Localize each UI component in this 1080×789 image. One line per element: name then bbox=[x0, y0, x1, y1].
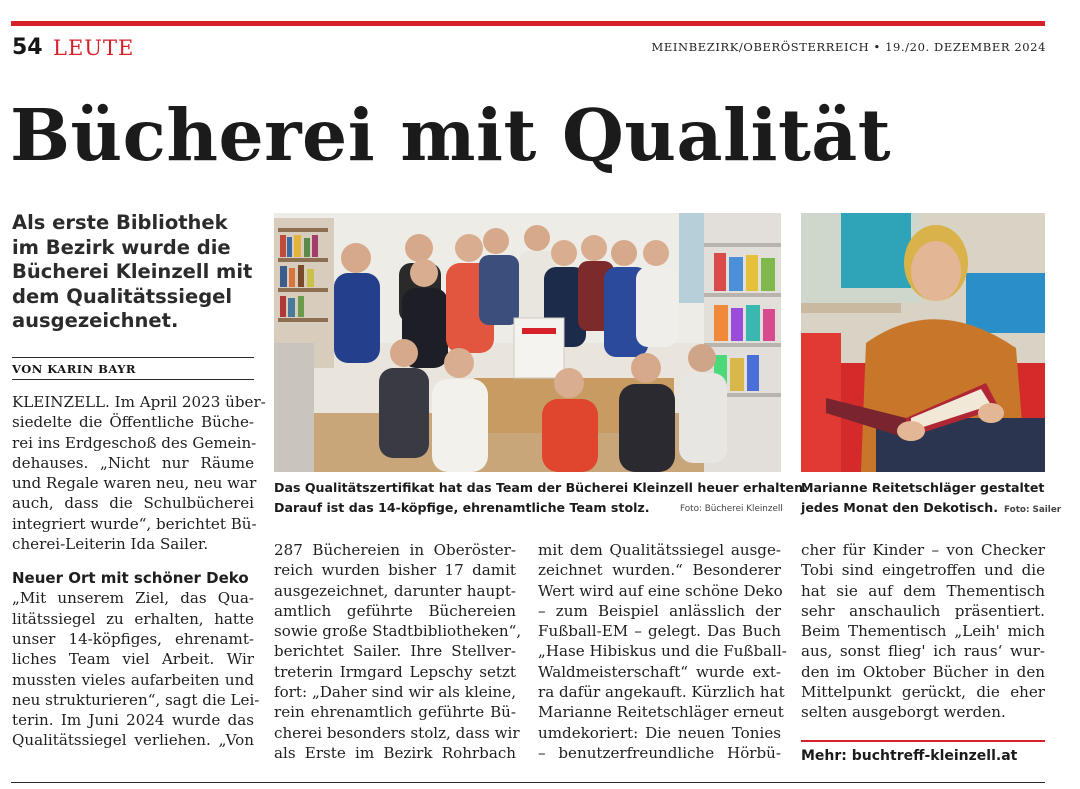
text-line: selten ausgeborgt werden. bbox=[801, 703, 1006, 722]
caption-line: jedes Monat den Dekotisch. bbox=[801, 500, 998, 515]
text-line: rei ins Erdgeschoß des Gemein- bbox=[12, 433, 257, 452]
reader-photo bbox=[801, 213, 1045, 472]
text-line: Fußball-EM – gelegt. Das Buch bbox=[538, 622, 781, 641]
team-photo-credit: Foto: Bücherei Kleinzell bbox=[680, 504, 783, 514]
team-photo bbox=[274, 213, 781, 472]
lead-line: ausgezeichnet. bbox=[12, 309, 179, 332]
column-4 bbox=[801, 540, 1045, 723]
text-line: terin. Im Juni 2024 wurde das bbox=[12, 711, 254, 730]
text-line: zeichnet wurden.“ Besonderer bbox=[538, 561, 781, 580]
text-line: Mittelpunkt gerückt, die eher bbox=[801, 683, 1045, 702]
text-line: siedelte die Öffentliche Büche- bbox=[12, 413, 254, 432]
text-line: mit dem Qualitätssiegel ausge- bbox=[538, 541, 781, 559]
text-line: Tobi sind eingetroffen und die bbox=[801, 561, 1045, 580]
text-line: 287 Büchereien in Oberöster- bbox=[274, 541, 516, 559]
text-line: auch, dass die Schulbücherei bbox=[12, 494, 254, 513]
top-red-bar bbox=[11, 21, 1045, 26]
more-rule bbox=[801, 740, 1045, 742]
text-line: aus, sonst flieg' ich raus‘ wur- bbox=[801, 642, 1045, 661]
reader-photo-illustration bbox=[801, 213, 1045, 472]
more-link[interactable]: Mehr: buchtreff-kleinzell.at bbox=[801, 748, 1018, 764]
text-line: Wert wird auf eine schöne Deko bbox=[538, 581, 783, 600]
text-line: dehauses. „Nicht nur Räume bbox=[12, 453, 254, 472]
text-line: sowie große Stadtbibliotheken“, bbox=[274, 622, 522, 641]
text-line: sehr anschaulich präsentiert. bbox=[801, 601, 1045, 620]
lead-paragraph bbox=[12, 211, 257, 334]
text-line: KLEINZELL. Im April 2023 über- bbox=[12, 393, 266, 411]
caption-line: Marianne Reitetschläger gestaltet bbox=[801, 480, 1045, 495]
text-line: – zum Beispiel anlässlich der bbox=[538, 601, 781, 620]
text-line: Beim Thementisch „Leih' mich bbox=[801, 622, 1045, 641]
text-line: Waldmeisterschaft“ wurde ext- bbox=[538, 662, 781, 681]
text-line: als Erste im Bezirk Rohrbach bbox=[274, 743, 516, 762]
caption-line: Darauf ist das 14-köpfige, ehrenamtliche Team stolz. bbox=[274, 500, 650, 515]
lead-line: Als erste Bibliothek bbox=[12, 211, 228, 234]
text-line: ausgezeichnet, darunter haupt- bbox=[274, 581, 516, 600]
caption-line: Das Qualitätszertifikat hat das Team der Bücherei Kleinzell heuer erhalten. bbox=[274, 480, 808, 495]
text-line: liches Team viel Arbeit. Wir bbox=[12, 650, 254, 669]
lead-line: Bücherei Kleinzell mit bbox=[12, 260, 253, 283]
subheading: Neuer Ort mit schöner Deko bbox=[12, 569, 249, 588]
text-line: Marianne Reitetschläger erneut bbox=[538, 703, 784, 722]
headline: Bücherei mit Qualität bbox=[10, 93, 892, 177]
text-line: cher für Kinder – von Checker bbox=[801, 541, 1045, 559]
text-line: cherei besonders stolz, dass wir bbox=[274, 723, 520, 742]
text-line: – benutzerfreundliche Hörbü- bbox=[538, 743, 781, 762]
text-line: neu strukturieren“, sagt die Lei- bbox=[12, 690, 260, 709]
text-line: litätssiegel zu erhalten, hatte bbox=[12, 609, 254, 628]
team-photo-illustration bbox=[274, 213, 781, 472]
text-line: mussten vieles aufarbeiten und bbox=[12, 670, 254, 689]
column-3 bbox=[538, 540, 787, 763]
text-line: und Regale waren neu, neu war bbox=[12, 474, 257, 493]
page-number: 54 bbox=[12, 35, 43, 60]
column-1 bbox=[12, 392, 266, 751]
text-line: Qualitätssiegel verliehen. „Von bbox=[12, 731, 254, 750]
byline-bottom-rule bbox=[12, 379, 254, 380]
text-line: treterin Irmgard Lepschy setzt bbox=[274, 662, 516, 681]
text-line: unser 14-köpfiges, ehrenamt- bbox=[12, 629, 254, 648]
byline: VON KARIN BAYR bbox=[12, 362, 136, 376]
byline-top-rule bbox=[12, 357, 254, 358]
text-line: fort: „Daher sind wir als kleine, bbox=[274, 683, 516, 702]
text-line: rein ehrenamtlich geführte Bü- bbox=[274, 703, 516, 722]
text-line: hat sie auf dem Thementisch bbox=[801, 581, 1045, 600]
text-line: umdekoriert: Die neuen Tonies bbox=[538, 723, 781, 742]
text-line: cherei-Leiterin Ida Sailer. bbox=[12, 535, 209, 554]
text-line: integriert wurde“, berichtet Bü- bbox=[12, 514, 257, 533]
reader-photo-caption bbox=[801, 478, 1061, 520]
lead-line: dem Qualitätssiegel bbox=[12, 284, 233, 308]
section-label: LEUTE bbox=[53, 36, 135, 60]
lead-line: im Bezirk wurde die bbox=[12, 235, 231, 259]
text-line: ra dafür angekauft. Kürzlich hat bbox=[538, 683, 785, 702]
masthead: MEINBEZIRK/OBERÖSTERREICH • 19./20. DEZEMBER 2024 bbox=[651, 40, 1046, 54]
text-line: amtlich geführte Büchereien bbox=[274, 601, 516, 620]
column-2 bbox=[274, 540, 522, 763]
text-line: den im Oktober Bücher in den bbox=[801, 662, 1045, 681]
text-line: „Hase Hibiskus und die Fußball- bbox=[538, 642, 787, 661]
reader-photo-credit: Foto: Sailer bbox=[1004, 505, 1062, 515]
text-line: „Mit unserem Ziel, das Qua- bbox=[12, 589, 254, 608]
text-line: reich wurden bisher 17 damit bbox=[274, 561, 516, 580]
text-line: berichtet Sailer. Ihre Stellver- bbox=[274, 642, 516, 661]
bottom-rule bbox=[11, 782, 1045, 783]
